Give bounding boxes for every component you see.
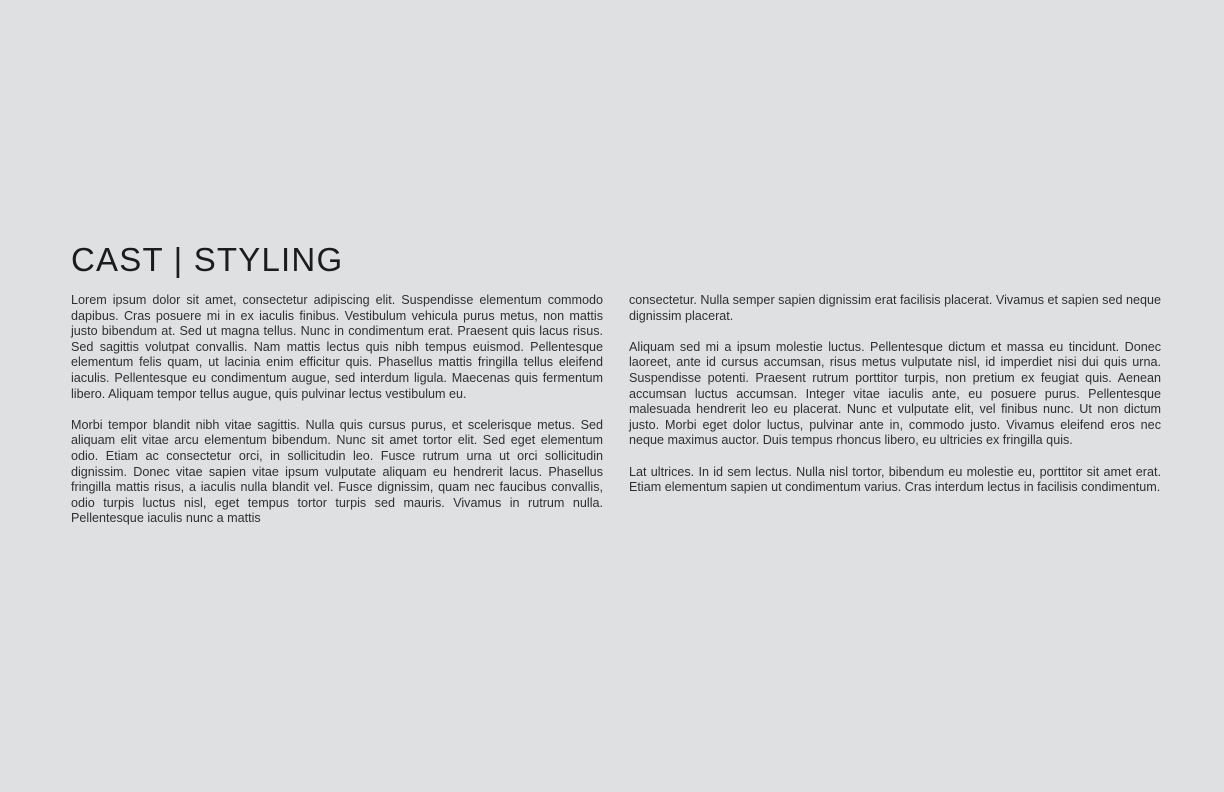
paragraph: Aliquam sed mi a ipsum molestie luctus. Pellentesque dictum et massa eu tincidunt. Donec laoreet, ante id cursus accumsan, risus metus vulputate nisl, id imperdiet nisi dui quis urna. Suspendisse potenti. Praesent rutrum porttitor turpis, non pretium ex feugiat quis. Aenean accumsan luctus accumsan. Integer vitae iaculis ante, eu posuere purus. Pellentesque malesuada hendrerit leo eu placerat. Nunc et vulputate elit, vel finibus nunc. Ut non dictum justo. Morbi eget dolor luctus, pulvinar ante in, commodo justo. Vivamus eleifend eros nec neque maximus auctor. Duis tempus rhoncus libero, eu ultricies ex fringilla quis.: [629, 339, 1161, 448]
text-column-left: [71, 293, 603, 527]
paragraph: consectetur. Nulla semper sapien dignissim erat facilisis placerat. Vivamus et sapien sed neque dignissim placerat.: [629, 293, 1161, 323]
page-title: CAST | STYLING: [71, 241, 344, 278]
paragraph: Lorem ipsum dolor sit amet, consectetur adipiscing elit. Suspendisse elementum commodo dapibus. Cras posuere mi in ex iaculis finibus. Vestibulum vehicula purus metus, non mattis justo bibendum at. Sed ut magna tellus. Nunc in condimentum erat. Praesent quis lacus risus. Sed sagittis volutpat convallis. Nam mattis lectus quis nibh tempus euismod. Pellentesque elementum felis quam, ut lacinia enim efficitur quis. Phasellus mattis fringilla tellus eleifend iaculis. Pellentesque eu condimentum augue, sed interdum ligula. Maecenas quis fermentum libero. Aliquam tempor tellus augue, quis pulvinar lectus vestibulum eu.: [71, 293, 603, 401]
text-column-right: [629, 293, 1161, 496]
paragraph: Morbi tempor blandit nibh vitae sagittis. Nulla quis cursus purus, et scelerisque metus. Sed aliquam elit vitae arcu elementum bibendum. Nunc sit amet tortor elit. Sed eget elementum odio. Etiam ac consectetur orci, in sollicitudin leo. Fusce rutrum urna ut orci sollicitudin dignissim. Donec vitae sapien vitae ipsum vulputate aliquam eu hendrerit lacus. Phasellus fringilla mattis risus, a iaculis nulla blandit vel. Fusce dignissim, quam nec faucibus convallis, odio turpis luctus nisl, eget tempus tortor turpis sed mauris. Vivamus in rutrum nulla. Pellentesque iaculis nunc a mattis: [71, 417, 603, 526]
paragraph: Lat ultrices. In id sem lectus. Nulla nisl tortor, bibendum eu molestie eu, porttitor sit amet erat. Etiam elementum sapien ut condimentum varius. Cras interdum lectus in facilisis condimentum.: [629, 464, 1161, 495]
